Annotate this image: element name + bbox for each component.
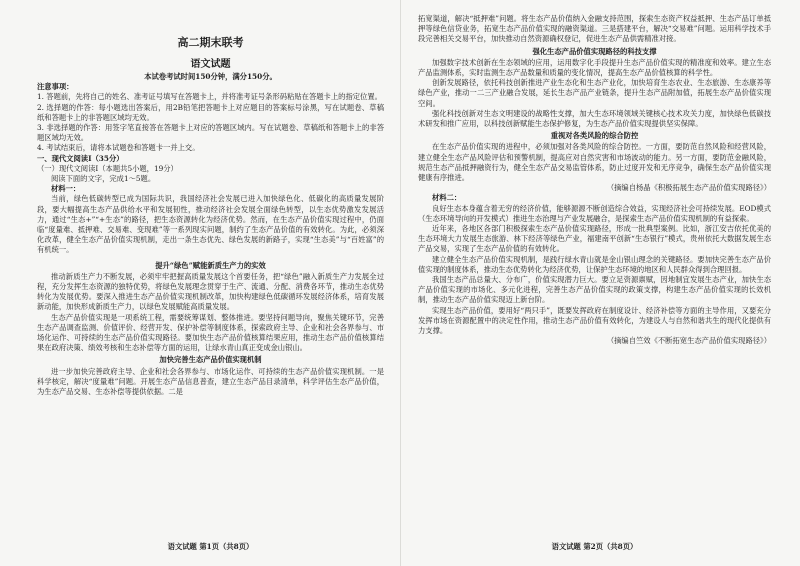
- material-1-label: 材料一：: [51, 184, 81, 194]
- heading-green-productivity: 提升“绿色”赋能新质生产力的实效: [155, 260, 266, 270]
- source-1: （摘编自杨晶《积极拓展生态产品价值实现路径》）: [606, 183, 771, 193]
- right-paragraph-2: 加强数字技术创新在生态领域的应用，运用数字化手段提升生态产品价值实现的精准度和效率。建立生态产品监测体系，实时监测生态产品数量和质量的变化情况，提高生态产品价值核算的科学性。: [418, 57, 771, 78]
- exam-title: 高二期末联考: [177, 36, 244, 49]
- right-paragraph-8: 建立健全生态产品价值实现机制，是践行绿水青山就是金山银山理念的关键路径。要加快完善生态产品价值实现的制度体系，推动生态优势转化为经济优势，让保护生态环境的地区和人民群众得到合理回报。: [418, 254, 771, 274]
- material-1-paragraph-1: 当前，绿色低碳转型已成为国际共识，我国经济社会发展已进入加快绿色化、低碳化的高质量发展阶段，要大幅提高生态产品供给水平和发展韧性，推动经济社会发展全面绿色转型，以生态优势激发发展活力，通过“生态+”“+生态”的路径，把生态资源转化为经济优势。然而，在生态产品价值实现过程中，仍面临“度量难、抵押难、交易难、变现难”等一系列现实问题，制约了生态产品价值的有效转化。为此，必须深化改革，健全生态产品价值实现机制，走出一条生态优先、绿色发展的新路子，实现“生态美”与“百姓富”的有机统一。: [37, 194, 384, 255]
- material-1-paragraph-3: 生态产品价值实现是一项系统工程，需要统筹谋划、整体推进。要坚持问题导向，聚焦关键环节，完善生态产品调查监测、价值评价、经营开发、保护补偿等制度体系，探索政府主导、企业和社会各界参与、市场化运作、可持续的生态产品价值实现路径。要加快生态产品价值核算结果应用，推动生态产品价值核算结果在政府决策、绩效考核和生态补偿等方面的运用，让绿水青山真正变成金山银山。: [37, 312, 384, 353]
- right-page: [418, 14, 771, 554]
- right-paragraph-10: 实现生态产品价值，要用好“两只手”，既要发挥政府在制度设计、经济补偿等方面的主导作用，又要充分发挥市场在资源配置中的决定性作用，推动生态产品价值有效转化，为建设人与自然和谐共生的现代化提供有力支撑。: [418, 305, 771, 336]
- exam-info: 本试卷考试时间150分钟，满分150分。: [144, 72, 277, 81]
- page-gutter: [400, 0, 401, 566]
- right-paragraph-6: 良好生态本身蕴含着无穷的经济价值，能够源源不断创造综合效益，实现经济社会可持续发展。EOD模式（生态环境导向的开发模式）推进生态治理与产业发展融合，是探索生态产品价值实现机制的有益探索。: [418, 203, 771, 223]
- notice-2: 2. 选择题的作答：每小题选出答案后，用2B铅笔把答题卡上对应题目的答案标号涂黑，写在试题卷、草稿纸和答题卡上的非答题区域均无效。: [37, 102, 384, 122]
- right-paragraph-5: 在生态产品价值实现的进程中，必须加强对各类风险的综合防控。一方面，要防范自然风险和经营风险，建立健全生态产品风险评估和预警机制，提高应对自然灾害和市场波动的能力。另一方面，要防范金融风险，规范生态产品抵押融资行为，健全生态产品交易监管体系，防止过度开发和无序竞争，确保生态产品价值实现健康有序推进。: [418, 142, 771, 183]
- heading-risk-control: 重视对各类风险的综合防控: [550, 131, 639, 141]
- left-page: [37, 14, 384, 554]
- right-paragraph-9: 我国生态产品总量大、分布广，价值实现潜力巨大。要立足资源禀赋，因地制宜发展生态产业，加快生态产品价值实现的市场化、多元化进程，完善生态产品价值实现的政策支撑，构建生态产品价值实现的长效机制，推动生态产品价值实现迈上新台阶。: [418, 275, 771, 305]
- section-1a-heading: （一）现代文阅读Ⅰ（本题共5小题，19分）: [37, 163, 178, 173]
- material-1-paragraph-4: 进一步加快完善政府主导、企业和社会各界参与、市场化运作、可持续的生态产品价值实现机制。一是科学核定，解决“度量难”问题。开展生态产品信息普查，建立生态产品目录清单，科学评估生态产品价值，为生态产品交易、生态补偿等提供依据。二是: [37, 366, 384, 397]
- section-1-heading: 一、现代文阅读Ⅰ（35分）: [37, 153, 124, 163]
- right-page-footer: 语文试题 第2页（共8页）: [551, 541, 638, 551]
- right-paragraph-4: 强化科技创新对生态文明建设的战略性支撑，加大生态环境领域关键核心技术攻关力度，加快绿色低碳技术研发和推广应用，以科技创新赋能生态保护修复，为生态产品价值实现提供坚实保障。: [418, 108, 771, 129]
- reading-instruction: 阅读下面的文字，完成1～5题。: [51, 174, 156, 184]
- right-paragraph-3: 创新发展路径，依托科技创新推进产业生态化和生态产业化，加快培育生态农业、生态旅游、生态康养等绿色产业，推动一二三产业融合发展，延长生态产品产业链条，提升生态产品附加值，拓展生态产品价值实现空间。: [418, 78, 771, 108]
- left-page-footer: 语文试题 第1页（共8页）: [167, 541, 254, 551]
- material-1-paragraph-2: 推动新质生产力不断发展，必须牢牢把握高质量发展这个首要任务，把“绿色”融入新质生产力发展全过程，充分发挥生态资源的独特优势，将绿色发展理念贯穿于生产、流通、分配、消费各环节，推动生态优势转化为发展优势。要深入推进生态产品价值实现机制改革，加快构建绿色低碳循环发展经济体系，培育发展新动能，加快形成新质生产力，以绿色发展赋能高质量发展。: [37, 271, 384, 312]
- right-paragraph-7: 近年来，各地区各部门积极探索生态产品价值实现路径，形成一批典型案例。比如，浙江安吉依托优美的生态环境大力发展生态旅游、林下经济等绿色产业，福建南平创新“生态银行”模式，贵州依托大数据发展生态产品交易，实现了生态产品价值的有效转化。: [418, 224, 771, 254]
- notice-1: 1. 答题前，先将自己的姓名、准考证号填写在答题卡上，并将准考证号条形码粘贴在答题卡上的指定位置。: [37, 92, 382, 102]
- material-2-label: 材料二：: [432, 193, 462, 203]
- right-paragraph-1: 拓宽渠道，解决“抵押难”问题。将生态产品价值纳入金融支持范围，探索生态资产权益抵押、生态产品订单抵押等绿色信贷业务，拓宽生态产品价值实现的融资渠道。三是搭建平台，解决“交易难”问题。运用科学技术手段完善相关交易平台，加快推动自然资源确权登记，促进生态产品供需精准对接。: [418, 14, 771, 44]
- source-2: （摘编自竺效《不断拓宽生态产品价值实现路径》）: [606, 336, 771, 346]
- heading-value-mechanism: 加快完善生态产品价值实现机制: [159, 355, 262, 365]
- notice-3: 3. 非选择题的作答：用签字笔直接答在答题卡上对应的答题区域内。写在试题卷、草稿纸和答题卡上的非答题区域均无效。: [37, 123, 384, 143]
- notice-label: 注意事项：: [37, 82, 74, 92]
- subject-title: 语文试题: [190, 59, 231, 70]
- heading-tech-support: 强化生态产品价值实现路径的科技支撑: [532, 46, 657, 56]
- notice-4: 4. 考试结束后，请将本试题卷和答题卡一并上交。: [37, 143, 200, 153]
